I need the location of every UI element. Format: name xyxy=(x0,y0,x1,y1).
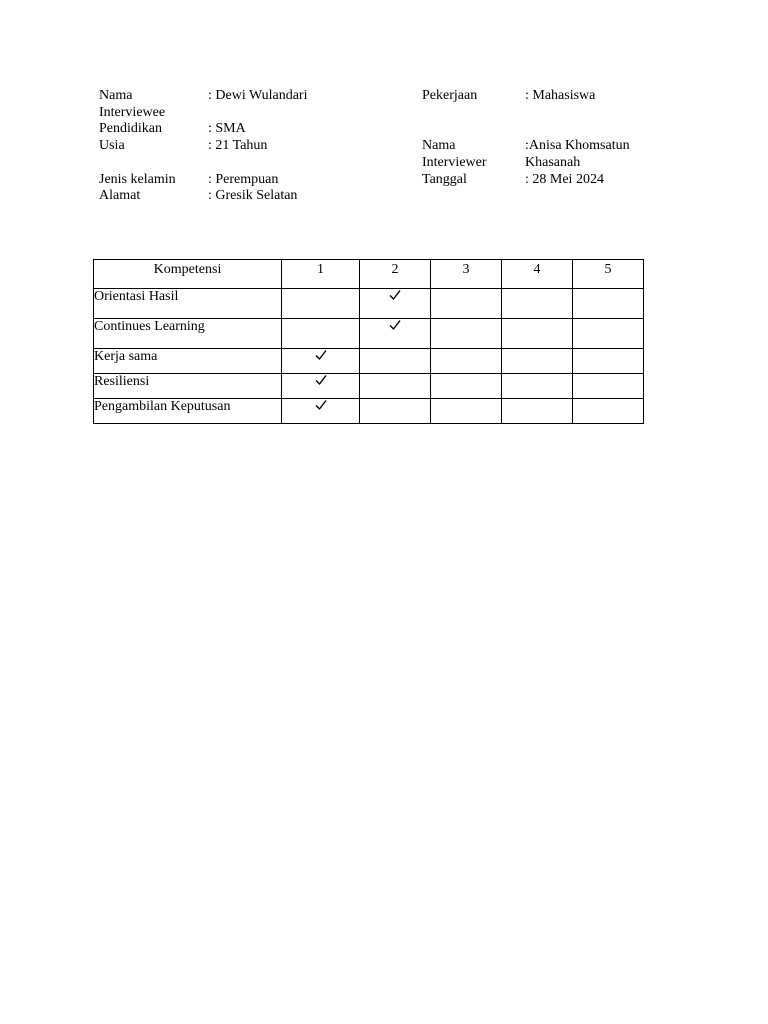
check-icon xyxy=(315,349,327,361)
score-cell-3 xyxy=(431,319,502,349)
score-cell-1 xyxy=(282,289,360,319)
table-row xyxy=(94,349,644,374)
table-body xyxy=(94,289,644,424)
label-usia: Usia xyxy=(99,138,125,153)
check-icon xyxy=(389,319,401,331)
kompetensi-cell: Pengambilan Keputusan xyxy=(94,399,282,424)
label-pekerjaan: Pekerjaan xyxy=(422,88,478,103)
value-alamat: : Gresik Selatan xyxy=(208,188,298,203)
kompetensi-cell: Orientasi Hasil xyxy=(94,289,282,319)
table-row xyxy=(94,319,644,349)
check-icon xyxy=(315,399,327,411)
score-cell-5 xyxy=(573,319,644,349)
value-pekerjaan: : Mahasiswa xyxy=(525,88,596,103)
score-cell-4 xyxy=(502,399,573,424)
score-cell-2 xyxy=(360,319,431,349)
score-cell-1 xyxy=(282,399,360,424)
kompetensi-cell: Continues Learning xyxy=(94,319,282,349)
table-row xyxy=(94,399,644,424)
check-icon xyxy=(315,374,327,386)
score-cell-3 xyxy=(431,374,502,399)
label-nama-interviewee: Nama Interviewee xyxy=(99,88,166,120)
check-icon xyxy=(389,289,401,301)
value-pendidikan: : SMA xyxy=(208,121,246,136)
table-row xyxy=(94,374,644,399)
score-cell-1 xyxy=(282,349,360,374)
score-cell-5 xyxy=(573,399,644,424)
score-cell-4 xyxy=(502,319,573,349)
score-cell-5 xyxy=(573,349,644,374)
table-row xyxy=(94,289,644,319)
table-header-row xyxy=(94,260,644,289)
score-cell-2 xyxy=(360,349,431,374)
label-nama-interviewer: Nama Interviewer xyxy=(422,138,487,170)
score-cell-3 xyxy=(431,399,502,424)
interview-info xyxy=(99,88,659,208)
score-cell-5 xyxy=(573,289,644,319)
header-kompetensi: Kompetensi xyxy=(94,260,282,289)
value-jenis-kelamin: : Perempuan xyxy=(208,172,279,187)
header-score-5: 5 xyxy=(573,260,644,289)
score-cell-5 xyxy=(573,374,644,399)
score-cell-4 xyxy=(502,289,573,319)
score-cell-1 xyxy=(282,319,360,349)
kompetensi-table xyxy=(93,259,644,424)
score-cell-2 xyxy=(360,399,431,424)
value-nama-interviewee: : Dewi Wulandari xyxy=(208,88,308,103)
kompetensi-cell: Kerja sama xyxy=(94,349,282,374)
score-cell-3 xyxy=(431,349,502,374)
score-cell-4 xyxy=(502,349,573,374)
score-cell-2 xyxy=(360,374,431,399)
label-tanggal: Tanggal xyxy=(422,172,467,187)
value-usia: : 21 Tahun xyxy=(208,138,268,153)
value-tanggal: : 28 Mei 2024 xyxy=(525,172,604,187)
score-cell-4 xyxy=(502,374,573,399)
score-cell-3 xyxy=(431,289,502,319)
label-jenis-kelamin: Jenis kelamin xyxy=(99,172,176,187)
score-cell-1 xyxy=(282,374,360,399)
kompetensi-cell: Resiliensi xyxy=(94,374,282,399)
header-score-3: 3 xyxy=(431,260,502,289)
header-score-2: 2 xyxy=(360,260,431,289)
header-score-1: 1 xyxy=(282,260,360,289)
score-cell-2 xyxy=(360,289,431,319)
label-pendidikan: Pendidikan xyxy=(99,121,162,136)
header-score-4: 4 xyxy=(502,260,573,289)
value-nama-interviewer: :Anisa Khomsatun Khasanah xyxy=(525,138,630,170)
label-alamat: Alamat xyxy=(99,188,141,203)
